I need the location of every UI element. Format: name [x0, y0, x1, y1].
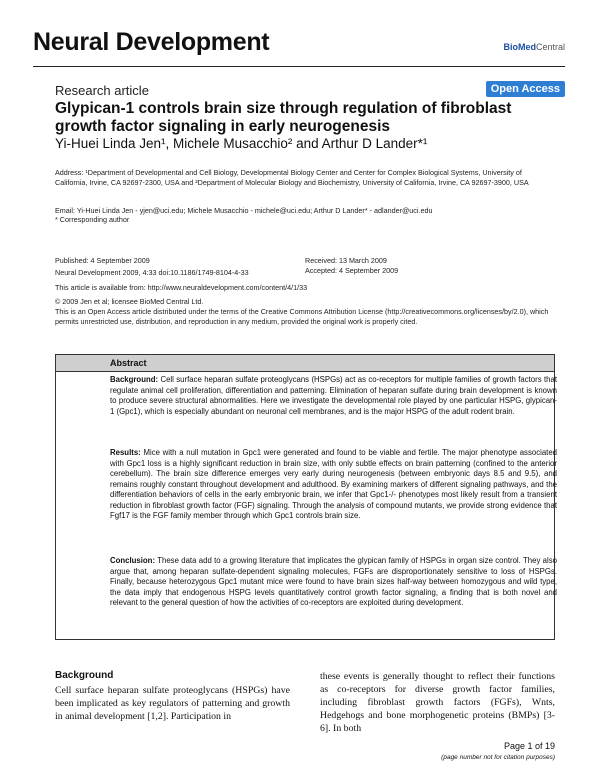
publisher-bio: BioMed	[503, 42, 536, 52]
corresponding-note: * Corresponding author	[55, 215, 130, 224]
article-type: Research article	[55, 83, 149, 98]
author-email[interactable]: Email: Yi-Huei Linda Jen - yjen@uci.edu; Michele Musacchio - michele@uci.edu; Arthur D Lander* - adlander@uci.edu	[55, 206, 433, 215]
open-access-badge: Open Access	[486, 81, 565, 97]
section-heading-background: Background	[55, 670, 114, 681]
abstract-results	[110, 448, 557, 522]
published-date: Published: 4 September 2009	[55, 256, 150, 265]
body-left-column: Cell surface heparan sulfate proteoglycans (HSPGs) have been implicated as key regulators of patterning and growth in animal development [1,2]. Participation in	[55, 685, 290, 722]
header-rule	[33, 66, 565, 67]
received-date: Received: 13 March 2009	[305, 256, 387, 265]
background-label: Background:	[110, 375, 159, 384]
conclusion-label: Conclusion:	[110, 556, 156, 565]
results-text: Mice with a null mutation in Gpc1 were generated and found to be viable and fertile. The major phenotype associated with Gpc1 loss is a highly significant reduction in brain size, with only subtle effects on brain patterning (confined to the anterior cerebellum). The brain size difference emerges very early during neurogenesis (between embryonic days 8.5 and 9.5), and remains roughly constant throughout development and adulthood. By examining markers of different signaling pathways, and the differentiation behaviors of cells in the early embryonic brain, we infer that Gpc1-/- phenotypes most likely result from a transient reduction in fibroblast growth factor (FGF) signaling. Through the analysis of compound mutants, we provide strong evidence that Fgf17 is the FGF family member through which Gpc1 controls brain size.	[110, 448, 557, 520]
body-right-column: these events is generally thought to reflect their functions as co-receptors for diverse growth factor families, including fibroblast growth factors (FGFs), Wnts, Hedgehogs and bone morphogenetic proteins (BMPs) [3-6]. In both	[320, 671, 555, 734]
publisher-central: Central	[535, 42, 565, 52]
conclusion-text: These data add to a growing literature that implicates the glypican family of HSPGs in organ size control. They also argue that, among heparan sulfate-dependent signaling molecules, FGFs are disproportionately sensitive to loss of HSPGs. Finally, because heterozygous Gpc1 mutant mice were found to have brain sizes half-way between homozygous and wild type, the data imply that endogenous HSPG levels quantitatively control growth factor signaling, a finding that is both novel and relevant to the general question of how the activities of co-receptors are exploited during development.	[110, 556, 557, 607]
page-note: (page number not for citation purposes)	[441, 754, 555, 761]
publisher-logo	[503, 42, 565, 52]
results-label: Results:	[110, 448, 141, 457]
accepted-date: Accepted: 4 September 2009	[305, 266, 399, 275]
abstract-conclusion	[110, 556, 557, 609]
abstract-heading: Abstract	[110, 358, 147, 368]
copyright: © 2009 Jen et al; licensee BioMed Central Ltd.	[55, 297, 204, 306]
background-text: Cell surface heparan sulfate proteoglycans (HSPGs) act as co-receptors for multiple families of growth factors that regulate animal cell proliferation, differentiation and patterning. Elimination of heparan sulfate during brain development is known to produce severe structural abnormalities. Here we investigate the developmental role played by one particular HSPG, glypican-1 (Gpc1), which is especially abundant on neuronal cell membranes, and is the major HSPG of the adult rodent brain.	[110, 375, 557, 416]
abstract-background	[110, 375, 557, 417]
article-title: Glypican-1 controls brain size through regulation of fibroblast growth factor signaling in early neurogenesis	[55, 100, 512, 135]
journal-name: Neural Development	[33, 28, 270, 56]
article-url[interactable]: This article is available from: http://www.neuraldevelopment.com/content/4/1/33	[55, 283, 308, 292]
license-text: This is an Open Access article distributed under the terms of the Creative Commons Attribution License (http://creativecommons.org/licenses/by/2.0), which permits unrestricted use, distribution, and reproduction in any medium, provided the original work is properly cited.	[55, 307, 549, 326]
page-number: Page 1 of 19	[503, 741, 555, 751]
author-list: Yi-Huei Linda Jen¹, Michele Musacchio² and Arthur D Lander*¹	[55, 136, 428, 151]
citation-line: Neural Development 2009, 4:33 doi:10.1186/1749-8104-4-33	[55, 268, 249, 277]
author-address: Address: ¹Department of Developmental and Cell Biology, Developmental Biology Center and Center for Complex Biological Systems, University of California, Irvine, CA 92697-2300, USA and ²Department of Molecular Biology and Biochemistry, University of California, Irvine, CA 92697-3900, USA	[55, 168, 529, 187]
